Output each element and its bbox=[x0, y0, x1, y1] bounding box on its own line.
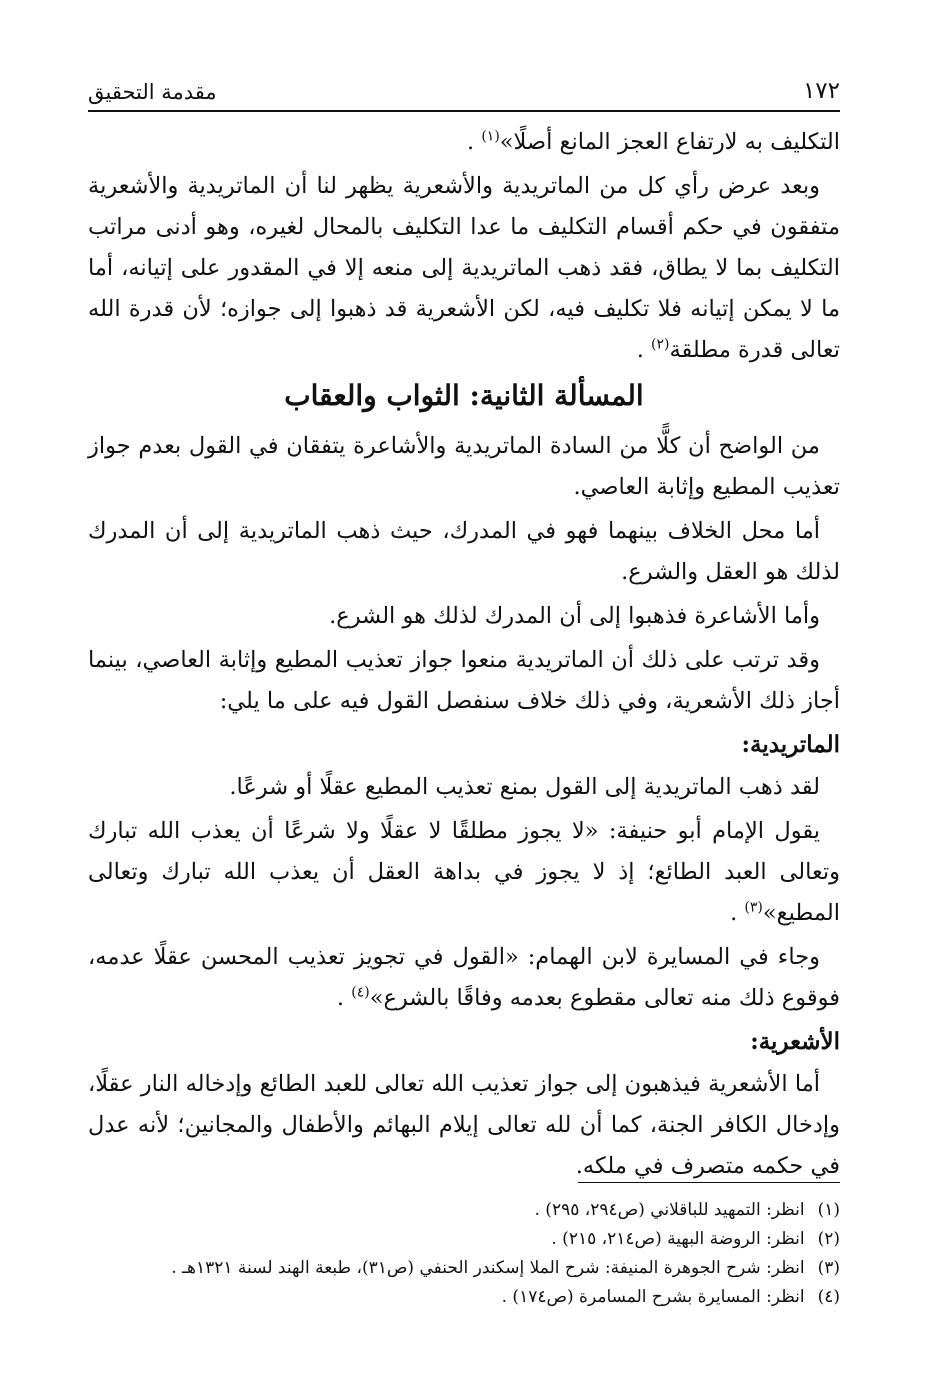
footnote-ref-4[interactable]: (٤) bbox=[351, 984, 370, 1001]
paragraph-10: أما الأشعرية فيذهبون إلى جواز تعذيب الله تعالى للعبد الطائع وإدخاله النار عقلًا، وإدخال الكافر الجنة، كما أن لله تعالى إيلام البهائم والأطفال والمجانين؛ لأنه عدل في حكمه متصرف في ملكه. bbox=[88, 1071, 840, 1179]
footnote-4: (٤) انظر: المسايرة بشرح المسامرة (ص١٧٤) . bbox=[501, 1287, 840, 1307]
paragraph-6: وقد ترتب على ذلك أن الماتريدية منعوا جواز تعذيب المطيع وإثابة العاصي، بينما أجاز ذلك الأشعرية، وفي ذلك خلاف سنفصل القول فيه على ما يلي: bbox=[88, 647, 840, 714]
paragraph-2: وبعد عرض رأي كل من الماتريدية والأشعرية يظهر لنا أن الماتريدية والأشعرية متفقون في حكم أقسام التكليف ما عدا التكليف بالمحال لغيره، وهو أدنى مراتب التكليف بما لا يطاق، فقد ذهب الماتريدية إلى منعه إلا في المقدور على إتيانه، أما ما لا يمكن إتيانه فلا تكليف فيه، لكن الأشعرية قد ذهبوا إلى جوازه؛ لأن قدرة الله تعالى قدرة مطلقة$^{(٢)}$ . bbox=[88, 173, 840, 363]
paragraph-4: أما محل الخلاف بينهما فهو في المدرك، حيث ذهب الماتريدية إلى أن المدرك لذلك هو العقل والشرع. bbox=[88, 518, 840, 585]
subheading-maturidiyya: الماتريدية: bbox=[741, 731, 840, 758]
subheading-ashariyya: الأشعرية: bbox=[750, 1028, 840, 1055]
section-heading: المسألة الثانية: الثواب والعقاب bbox=[284, 379, 644, 412]
header-rule bbox=[88, 110, 840, 112]
paragraph-1: التكليف به لارتفاع العجز المانع أصلًا»$^{(١)}$ . bbox=[467, 128, 840, 155]
book-page bbox=[88, 0, 840, 1387]
paragraph-9: وجاء في المسايرة لابن الهمام: «القول في تجويز تعذيب المحسن عقلًا عدمه، فوقوع ذلك منه تعالى مقطوع بعدمه وفاقًا بالشرع»$^{(٤)}$ . bbox=[88, 944, 840, 1011]
footnotes-rule bbox=[578, 1182, 840, 1183]
body-text bbox=[88, 122, 840, 1190]
paragraph-3: من الواضح أن كلًّا من السادة الماتريدية والأشاعرة يتفقان في القول بعدم جواز تعذيب المطيع وإثابة العاصي. bbox=[88, 433, 840, 500]
footnote-3: (٣) انظر: شرح الجوهرة المنيفة: شرح الملا إسكندر الحنفي (ص٣١)، طبعة الهند لسنة ١٣٢١هـ . bbox=[171, 1258, 840, 1278]
footnote-2: (٢) انظر: الروضة البهية (ص٢١٤، ٢١٥) . bbox=[551, 1229, 840, 1249]
footnotes-list bbox=[88, 1196, 840, 1312]
paragraph-5: وأما الأشاعرة فذهبوا إلى أن المدرك لذلك هو الشرع. bbox=[329, 603, 820, 629]
footnote-1: (١) انظر: التمهيد للباقلاني (ص٢٩٤، ٢٩٥) . bbox=[534, 1200, 840, 1220]
page-number: ١٧٢ bbox=[802, 78, 840, 104]
paragraph-7: لقد ذهب الماتريدية إلى القول بمنع تعذيب المطيع عقلًا أو شرعًا. bbox=[229, 774, 820, 800]
footnote-ref-2[interactable]: (٢) bbox=[651, 336, 670, 353]
running-head bbox=[88, 70, 840, 104]
footnote-ref-1[interactable]: (١) bbox=[481, 128, 500, 145]
running-title: مقدمة التحقيق bbox=[88, 80, 217, 104]
footnote-ref-3[interactable]: (٣) bbox=[744, 899, 763, 916]
paragraph-8: يقول الإمام أبو حنيفة: «لا يجوز مطلقًا لا عقلًا ولا شرعًا أن يعذب الله تبارك وتعالى العبد الطائع؛ إذ لا يجوز في بداهة العقل أن يعذب الله تبارك وتعالى المطيع»$^{(٣)}$ . bbox=[88, 818, 840, 926]
